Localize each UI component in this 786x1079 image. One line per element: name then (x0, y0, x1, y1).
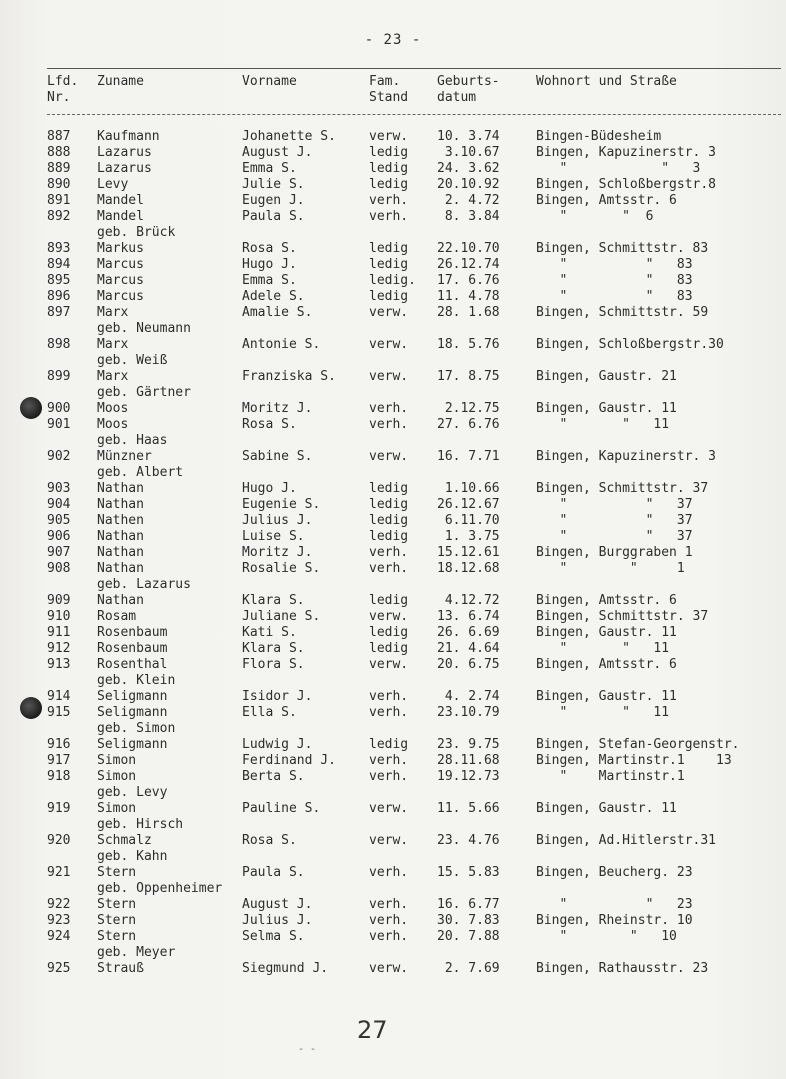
row-surname: Stern (97, 913, 137, 928)
row-birth-date: 26. 6.69 (437, 625, 500, 640)
row-birth-date: 22.10.70 (437, 241, 500, 256)
table-row (0, 305, 786, 321)
row-surname: Marx (97, 305, 129, 320)
row-family-status: ledig (369, 481, 409, 496)
row-firstname: Adele S. (242, 289, 305, 304)
row-family-status: verw. (369, 369, 409, 384)
row-firstname: Rosa S. (242, 833, 297, 848)
row-address: Bingen, Ad.Hitlerstr.31 (536, 833, 717, 848)
row-birth-date: 27. 6.76 (437, 417, 500, 432)
table-row (0, 417, 786, 433)
row-number: 902 (47, 449, 71, 464)
row-number: 914 (47, 689, 71, 704)
row-firstname: August J. (242, 897, 313, 912)
row-firstname: Moritz J. (242, 401, 313, 416)
row-firstname: August J. (242, 145, 313, 160)
row-birth-date: 15.12.61 (437, 545, 500, 560)
row-firstname: Klara S. (242, 593, 305, 608)
row-address: " " 37 (536, 497, 693, 512)
table-row (0, 929, 786, 945)
row-number: 899 (47, 369, 71, 384)
row-surname: Rosenbaum (97, 641, 168, 656)
row-firstname: Ella S. (242, 705, 297, 720)
row-family-status: verw. (369, 609, 409, 624)
row-number: 908 (47, 561, 71, 576)
row-address: " " 83 (536, 257, 693, 272)
row-address: " " 37 (536, 529, 693, 544)
table-row (0, 449, 786, 465)
table-row (0, 289, 786, 305)
row-number: 912 (47, 641, 71, 656)
row-family-status: verw. (369, 833, 409, 848)
row-surname: Marcus (97, 273, 144, 288)
row-birth-date: 3.10.67 (437, 145, 500, 160)
row-surname: Simon (97, 769, 137, 784)
row-surname: Stern (97, 865, 137, 880)
row-firstname: Julius J. (242, 913, 313, 928)
row-family-status: verh. (369, 545, 409, 560)
row-family-status: ledig (369, 513, 409, 528)
row-surname: Mandel (97, 193, 144, 208)
table-row (0, 129, 786, 145)
row-surname: Lazarus (97, 145, 152, 160)
table-row (0, 529, 786, 545)
row-firstname: Rosalie S. (242, 561, 321, 576)
row-firstname: Ludwig J. (242, 737, 313, 752)
row-family-status: ledig (369, 497, 409, 512)
punch-hole-bottom (20, 697, 42, 719)
row-surname: Seligmann (97, 705, 168, 720)
row-birth-name: geb. Albert (97, 465, 184, 480)
row-family-status: ledig (369, 529, 409, 544)
table-row (0, 769, 786, 785)
row-address: Bingen, Schmittstr. 37 (536, 609, 709, 624)
footer-mark: - - (298, 1044, 317, 1055)
row-address: " " 83 (536, 289, 693, 304)
row-address: Bingen, Amtsstr. 6 (536, 657, 677, 672)
row-firstname: Rosa S. (242, 241, 297, 256)
row-firstname: Juliane S. (242, 609, 321, 624)
row-surname: Kaufmann (97, 129, 160, 144)
row-family-status: verh. (369, 561, 409, 576)
row-family-status: ledig (369, 641, 409, 656)
row-number: 905 (47, 513, 71, 528)
row-firstname: Emma S. (242, 161, 297, 176)
table-row (0, 961, 786, 977)
row-firstname: Paula S. (242, 865, 305, 880)
row-family-status: verh. (369, 929, 409, 944)
row-number: 917 (47, 753, 71, 768)
row-birth-date: 30. 7.83 (437, 913, 500, 928)
table-row (0, 865, 786, 881)
row-firstname: Kati S. (242, 625, 297, 640)
table-row (0, 737, 786, 753)
row-birth-date: 4.12.72 (437, 593, 500, 608)
row-address: Bingen, Schloßbergstr.8 (536, 177, 717, 192)
row-birth-date: 6.11.70 (437, 513, 500, 528)
row-firstname: Ferdinand J. (242, 753, 336, 768)
row-family-status: verh. (369, 865, 409, 880)
row-surname: Nathen (97, 513, 144, 528)
row-number: 913 (47, 657, 71, 672)
row-firstname: Hugo J. (242, 481, 297, 496)
row-number: 925 (47, 961, 71, 976)
row-number: 893 (47, 241, 71, 256)
row-family-status: verh. (369, 897, 409, 912)
row-firstname: Eugen J. (242, 193, 305, 208)
row-address: " " 37 (536, 513, 693, 528)
row-surname: Marcus (97, 289, 144, 304)
row-birth-date: 13. 6.74 (437, 609, 500, 624)
row-number: 903 (47, 481, 71, 496)
row-birth-date: 20. 6.75 (437, 657, 500, 672)
table-row (0, 145, 786, 161)
table-row (0, 657, 786, 673)
row-address: Bingen, Amtsstr. 6 (536, 193, 677, 208)
row-address: Bingen, Rheinstr. 10 (536, 913, 693, 928)
row-surname: Rosenbaum (97, 625, 168, 640)
row-address: Bingen, Gaustr. 21 (536, 369, 677, 384)
row-family-status: verw. (369, 449, 409, 464)
row-birth-date: 28. 1.68 (437, 305, 500, 320)
row-firstname: Selma S. (242, 929, 305, 944)
row-surname: Nathan (97, 593, 144, 608)
row-family-status: verh. (369, 689, 409, 704)
row-surname: Seligmann (97, 737, 168, 752)
row-number: 887 (47, 129, 71, 144)
row-address: Bingen, Rathausstr. 23 (536, 961, 709, 976)
row-birth-name: geb. Hirsch (97, 817, 184, 832)
row-firstname: Franziska S. (242, 369, 336, 384)
row-address: " " 11 (536, 705, 670, 720)
table-row (0, 641, 786, 657)
table-row (0, 913, 786, 929)
row-surname: Moos (97, 401, 129, 416)
row-address: Bingen, Gaustr. 11 (536, 625, 677, 640)
table-row (0, 369, 786, 385)
row-family-status: verw. (369, 801, 409, 816)
table-row (0, 513, 786, 529)
row-family-status: verw. (369, 961, 409, 976)
row-address: " " 11 (536, 417, 670, 432)
row-address: " " 11 (536, 641, 670, 656)
row-birth-date: 18.12.68 (437, 561, 500, 576)
row-surname: Rosam (97, 609, 137, 624)
row-birth-date: 15. 5.83 (437, 865, 500, 880)
header-geburtsdatum: Geburts- datum (437, 74, 500, 105)
table-row (0, 273, 786, 289)
row-address: " Martinstr.1 (536, 769, 685, 784)
row-surname: Münzner (97, 449, 152, 464)
table-row (0, 625, 786, 641)
row-surname: Stern (97, 929, 137, 944)
row-birth-date: 11. 5.66 (437, 801, 500, 816)
row-birth-name: geb. Klein (97, 673, 176, 688)
table-row (0, 705, 786, 721)
row-birth-date: 19.12.73 (437, 769, 500, 784)
row-address: Bingen, Gaustr. 11 (536, 801, 677, 816)
row-firstname: Johanette S. (242, 129, 336, 144)
table-row (0, 481, 786, 497)
row-birth-date: 28.11.68 (437, 753, 500, 768)
row-number: 895 (47, 273, 71, 288)
row-address: Bingen, Amtsstr. 6 (536, 593, 677, 608)
row-family-status: ledig. (369, 273, 416, 288)
row-birth-name: geb. Brück (97, 225, 176, 240)
row-birth-date: 1. 3.75 (437, 529, 500, 544)
row-address: Bingen, Kapuzinerstr. 3 (536, 145, 717, 160)
row-number: 894 (47, 257, 71, 272)
row-surname: Nathan (97, 545, 144, 560)
row-family-status: verh. (369, 913, 409, 928)
row-number: 911 (47, 625, 71, 640)
row-firstname: Isidor J. (242, 689, 313, 704)
row-number: 892 (47, 209, 71, 224)
row-firstname: Moritz J. (242, 545, 313, 560)
row-birth-date: 23. 4.76 (437, 833, 500, 848)
table-row (0, 689, 786, 705)
row-number: 909 (47, 593, 71, 608)
row-number: 923 (47, 913, 71, 928)
row-address: Bingen, Beucherg. 23 (536, 865, 693, 880)
row-birth-date: 11. 4.78 (437, 289, 500, 304)
row-surname: Moos (97, 417, 129, 432)
table-row (0, 593, 786, 609)
table-row (0, 401, 786, 417)
row-surname: Seligmann (97, 689, 168, 704)
row-number: 898 (47, 337, 71, 352)
row-birth-name: geb. Levy (97, 785, 168, 800)
row-family-status: ledig (369, 177, 409, 192)
row-surname: Simon (97, 801, 137, 816)
row-firstname: Luise S. (242, 529, 305, 544)
row-firstname: Siegmund J. (242, 961, 329, 976)
row-birth-name: geb. Weiß (97, 353, 168, 368)
row-number: 915 (47, 705, 71, 720)
row-birth-date: 2. 7.69 (437, 961, 500, 976)
row-birth-name: geb. Lazarus (97, 577, 191, 592)
row-address: Bingen, Gaustr. 11 (536, 689, 677, 704)
table-row (0, 545, 786, 561)
row-family-status: verw. (369, 337, 409, 352)
header-wohnort: Wohnort und Straße (536, 74, 677, 89)
row-surname: Simon (97, 753, 137, 768)
row-firstname: Rosa S. (242, 417, 297, 432)
row-birth-date: 16. 6.77 (437, 897, 500, 912)
row-address: Bingen, Schmittstr. 83 (536, 241, 709, 256)
row-firstname: Paula S. (242, 209, 305, 224)
row-birth-date: 18. 5.76 (437, 337, 500, 352)
row-address: Bingen, Schloßbergstr.30 (536, 337, 724, 352)
row-family-status: ledig (369, 241, 409, 256)
row-surname: Levy (97, 177, 129, 192)
row-address: " " 10 (536, 929, 677, 944)
table-row (0, 833, 786, 849)
row-family-status: verw. (369, 657, 409, 672)
row-birth-name: geb. Haas (97, 433, 168, 448)
row-firstname: Antonie S. (242, 337, 321, 352)
row-number: 924 (47, 929, 71, 944)
row-family-status: verh. (369, 401, 409, 416)
row-number: 891 (47, 193, 71, 208)
row-address: " " 83 (536, 273, 693, 288)
row-surname: Marx (97, 369, 129, 384)
table-row (0, 497, 786, 513)
row-number: 918 (47, 769, 71, 784)
row-address: Bingen, Gaustr. 11 (536, 401, 677, 416)
row-birth-name: geb. Meyer (97, 945, 176, 960)
row-birth-date: 2.12.75 (437, 401, 500, 416)
row-surname: Nathan (97, 481, 144, 496)
row-firstname: Julie S. (242, 177, 305, 192)
row-address: Bingen, Schmittstr. 59 (536, 305, 709, 320)
row-address: " " 6 (536, 209, 654, 224)
row-surname: Stern (97, 897, 137, 912)
row-firstname: Berta S. (242, 769, 305, 784)
row-family-status: verw. (369, 305, 409, 320)
row-surname: Nathan (97, 561, 144, 576)
row-address: " " 23 (536, 897, 693, 912)
row-family-status: ledig (369, 289, 409, 304)
row-address: " " 3 (536, 161, 701, 176)
row-surname: Marx (97, 337, 129, 352)
row-surname: Mandel (97, 209, 144, 224)
row-family-status: verh. (369, 209, 409, 224)
row-birth-date: 21. 4.64 (437, 641, 500, 656)
row-birth-name: geb. Oppenheimer (97, 881, 223, 896)
header-vorname: Vorname (242, 74, 297, 89)
row-birth-date: 26.12.67 (437, 497, 500, 512)
row-birth-name: geb. Simon (97, 721, 176, 736)
table-row (0, 209, 786, 225)
row-number: 904 (47, 497, 71, 512)
row-firstname: Eugenie S. (242, 497, 321, 512)
row-number: 916 (47, 737, 71, 752)
row-birth-date: 20. 7.88 (437, 929, 500, 944)
row-number: 921 (47, 865, 71, 880)
row-family-status: verh. (369, 769, 409, 784)
row-number: 890 (47, 177, 71, 192)
row-surname: Markus (97, 241, 144, 256)
header-fam-stand: Fam. Stand (369, 74, 409, 105)
header-lfd-nr: Lfd. Nr. (47, 74, 79, 105)
row-number: 922 (47, 897, 71, 912)
row-firstname: Amalie S. (242, 305, 313, 320)
row-birth-name: geb. Neumann (97, 321, 191, 336)
row-firstname: Flora S. (242, 657, 305, 672)
row-birth-name: geb. Kahn (97, 849, 168, 864)
row-surname: Schmalz (97, 833, 152, 848)
row-family-status: ledig (369, 625, 409, 640)
row-address: Bingen, Martinstr.1 13 (536, 753, 732, 768)
row-birth-date: 2. 4.72 (437, 193, 500, 208)
row-number: 920 (47, 833, 71, 848)
row-birth-date: 4. 2.74 (437, 689, 500, 704)
row-birth-date: 10. 3.74 (437, 129, 500, 144)
row-address: Bingen, Kapuzinerstr. 3 (536, 449, 717, 464)
table-row (0, 193, 786, 209)
row-birth-date: 24. 3.62 (437, 161, 500, 176)
table-row (0, 609, 786, 625)
row-firstname: Hugo J. (242, 257, 297, 272)
row-birth-date: 8. 3.84 (437, 209, 500, 224)
row-address: Bingen-Büdesheim (536, 129, 662, 144)
row-family-status: verw. (369, 129, 409, 144)
row-surname: Marcus (97, 257, 144, 272)
row-address: Bingen, Burggraben 1 (536, 545, 693, 560)
row-birth-date: 16. 7.71 (437, 449, 500, 464)
row-firstname: Sabine S. (242, 449, 313, 464)
row-address: Bingen, Schmittstr. 37 (536, 481, 709, 496)
archive-page-number: 27 (357, 1016, 388, 1044)
row-family-status: verh. (369, 705, 409, 720)
row-birth-date: 23.10.79 (437, 705, 500, 720)
row-surname: Nathan (97, 529, 144, 544)
table-row (0, 257, 786, 273)
table-row (0, 241, 786, 257)
row-surname: Rosenthal (97, 657, 168, 672)
row-birth-date: 1.10.66 (437, 481, 500, 496)
row-firstname: Julius J. (242, 513, 313, 528)
punch-hole-top (20, 397, 42, 419)
row-firstname: Klara S. (242, 641, 305, 656)
table-row (0, 801, 786, 817)
row-family-status: ledig (369, 737, 409, 752)
table-row (0, 897, 786, 913)
row-firstname: Pauline S. (242, 801, 321, 816)
row-birth-name: geb. Gärtner (97, 385, 191, 400)
row-family-status: ledig (369, 145, 409, 160)
row-family-status: verh. (369, 753, 409, 768)
row-number: 906 (47, 529, 71, 544)
row-number: 897 (47, 305, 71, 320)
row-family-status: verh. (369, 417, 409, 432)
header-zuname: Zuname (97, 74, 144, 89)
row-birth-date: 26.12.74 (437, 257, 500, 272)
row-address: " " 1 (536, 561, 685, 576)
row-firstname: Emma S. (242, 273, 297, 288)
row-number: 896 (47, 289, 71, 304)
row-surname: Nathan (97, 497, 144, 512)
row-surname: Strauß (97, 961, 144, 976)
row-number: 889 (47, 161, 71, 176)
table-row (0, 161, 786, 177)
table-row (0, 337, 786, 353)
row-birth-date: 20.10.92 (437, 177, 500, 192)
row-number: 907 (47, 545, 71, 560)
row-number: 919 (47, 801, 71, 816)
row-address: Bingen, Stefan-Georgenstr. (536, 737, 740, 752)
row-birth-date: 17. 6.76 (437, 273, 500, 288)
table-row (0, 177, 786, 193)
row-family-status: verh. (369, 193, 409, 208)
row-number: 900 (47, 401, 71, 416)
row-family-status: ledig (369, 161, 409, 176)
table-row (0, 753, 786, 769)
row-number: 888 (47, 145, 71, 160)
row-family-status: ledig (369, 257, 409, 272)
row-family-status: ledig (369, 593, 409, 608)
row-number: 901 (47, 417, 71, 432)
page-number: - 23 - (364, 32, 422, 48)
table-row (0, 561, 786, 577)
row-birth-date: 23. 9.75 (437, 737, 500, 752)
row-birth-date: 17. 8.75 (437, 369, 500, 384)
row-number: 910 (47, 609, 71, 624)
row-surname: Lazarus (97, 161, 152, 176)
